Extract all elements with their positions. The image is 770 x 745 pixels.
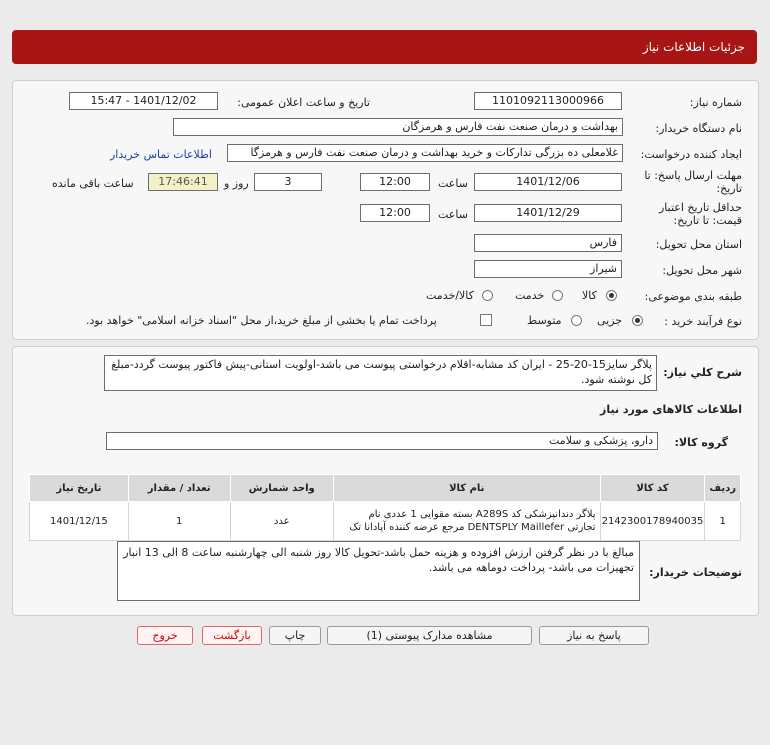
process-option-medium: متوسط (527, 314, 562, 327)
cell-row: 1 (705, 502, 741, 541)
city-label: شهر محل تحویل: (662, 264, 742, 277)
description-field: پلاگر سایز15-20-25 - ایران کد مشابه-اقلام درخواستی پیوست می باشد-اولویت استانی-پیش فاکتور پیوست گردد-مبلغ کل نوشته شود. (104, 355, 657, 391)
buyer-field: بهداشت و درمان صنعت نفت فارس و هرمزگان (173, 118, 623, 136)
deadline-time-field: 12:00 (360, 173, 430, 191)
reply-button[interactable]: پاسخ به نیاز (539, 626, 649, 645)
goods-group-label: گروه کالا: (674, 436, 728, 449)
validity-date-field: 1401/12/29 (474, 204, 622, 222)
goods-table (29, 474, 741, 541)
province-field: فارس (474, 234, 622, 252)
buyer-notes-label: توضیحات خریدار: (649, 566, 742, 579)
days-label: روز و (224, 177, 249, 190)
announce-label: تاریخ و ساعت اعلان عمومی: (237, 96, 370, 109)
page-header (12, 30, 757, 64)
category-option-goods: کالا (582, 289, 597, 302)
buyer-notes-field: مبالغ با در نظر گرفتن ارزش افزوده و هزینه حمل باشد-تحویل کالا روز شنبه الی چهارشنبه ساعت 8 الی 13 انبار تجهیزات می باشد- پرداخت دوماهه می باشد. (117, 541, 640, 601)
remaining-label: ساعت باقی مانده (52, 177, 134, 190)
validity-time-label: ساعت (438, 208, 468, 221)
deadline-label: مهلت ارسال پاسخ: تا تاریخ: (644, 169, 742, 195)
back-button[interactable]: بازگشت (202, 626, 262, 645)
col-code: کد کالا (600, 475, 705, 502)
validity-time-field: 12:00 (360, 204, 430, 222)
cell-date: 1401/12/15 (30, 502, 129, 541)
need-number-label: شماره نیاز: (689, 96, 742, 109)
category-option-service: خدمت (515, 289, 545, 302)
goods-section-title: اطلاعات کالاهای مورد نیاز (600, 403, 742, 416)
requester-label: ایجاد کننده درخواست: (640, 148, 742, 161)
process-radio-minor[interactable] (632, 315, 643, 326)
col-date: تاریخ نیاز (30, 475, 129, 502)
category-radio-service[interactable] (552, 290, 563, 301)
attachments-button[interactable]: مشاهده مدارک پیوستی (1) (327, 626, 532, 645)
cell-qty: 1 (128, 502, 230, 541)
city-field: شیراز (474, 260, 622, 278)
cell-code: 2142300178940035 (600, 502, 705, 541)
category-radio-goods[interactable] (606, 290, 617, 301)
table-row (30, 502, 741, 541)
buyer-label: نام دستگاه خریدار: (655, 122, 742, 135)
treasury-note: پرداخت تمام یا بخشی از مبلغ خرید،از محل "اسناد خزانه اسلامی" خواهد بود. (86, 314, 437, 327)
col-name: نام کالا (333, 475, 600, 502)
goods-group-field: دارو، پزشکی و سلامت (106, 432, 658, 450)
remaining-time-field: 17:46:41 (148, 173, 218, 191)
process-label: نوع فرآیند خرید : (664, 315, 742, 328)
validity-label: حداقل تاریخ اعتبار قیمت: تا تاریخ: (658, 201, 742, 227)
cell-unit: عدد (230, 502, 333, 541)
process-option-minor: جزیی (597, 314, 623, 327)
col-unit: واحد شمارش (230, 475, 333, 502)
col-row: ردیف (705, 475, 741, 502)
announce-field: 1401/12/02 - 15:47 (69, 92, 218, 110)
province-label: استان محل تحویل: (655, 238, 742, 251)
category-label: طبقه بندی موضوعی: (644, 290, 742, 303)
print-button[interactable]: چاپ (269, 626, 321, 645)
category-radio-goods-service[interactable] (482, 290, 493, 301)
cell-name: پلاگر دندانپزشکی کد A289S بسته مقوایی 1 عددی نام تجارتی DENTSPLY Maillefer مرجع عرضه کننده آپادانا تک (333, 502, 600, 541)
category-option-goods-service: کالا/خدمت (426, 289, 474, 302)
deadline-time-label: ساعت (438, 177, 468, 190)
goods-table-header (30, 475, 741, 502)
need-number-field: 1101092113000966 (474, 92, 622, 110)
process-radio-medium[interactable] (571, 315, 582, 326)
days-field: 3 (254, 173, 322, 191)
deadline-date-field: 1401/12/06 (474, 173, 622, 191)
treasury-checkbox[interactable] (480, 314, 492, 326)
requester-field: غلامعلی ده بزرگی تدارکات و خرید بهداشت و درمان صنعت نفت فارس و هرمزگا (227, 144, 623, 162)
page-title: جزئیات اطلاعات نیاز (642, 40, 745, 54)
description-label: شرح کلي نياز: (663, 366, 742, 379)
buyer-contact-link[interactable]: اطلاعات تماس خریدار (110, 148, 212, 161)
exit-button[interactable]: خروج (137, 626, 193, 645)
col-qty: تعداد / مقدار (128, 475, 230, 502)
